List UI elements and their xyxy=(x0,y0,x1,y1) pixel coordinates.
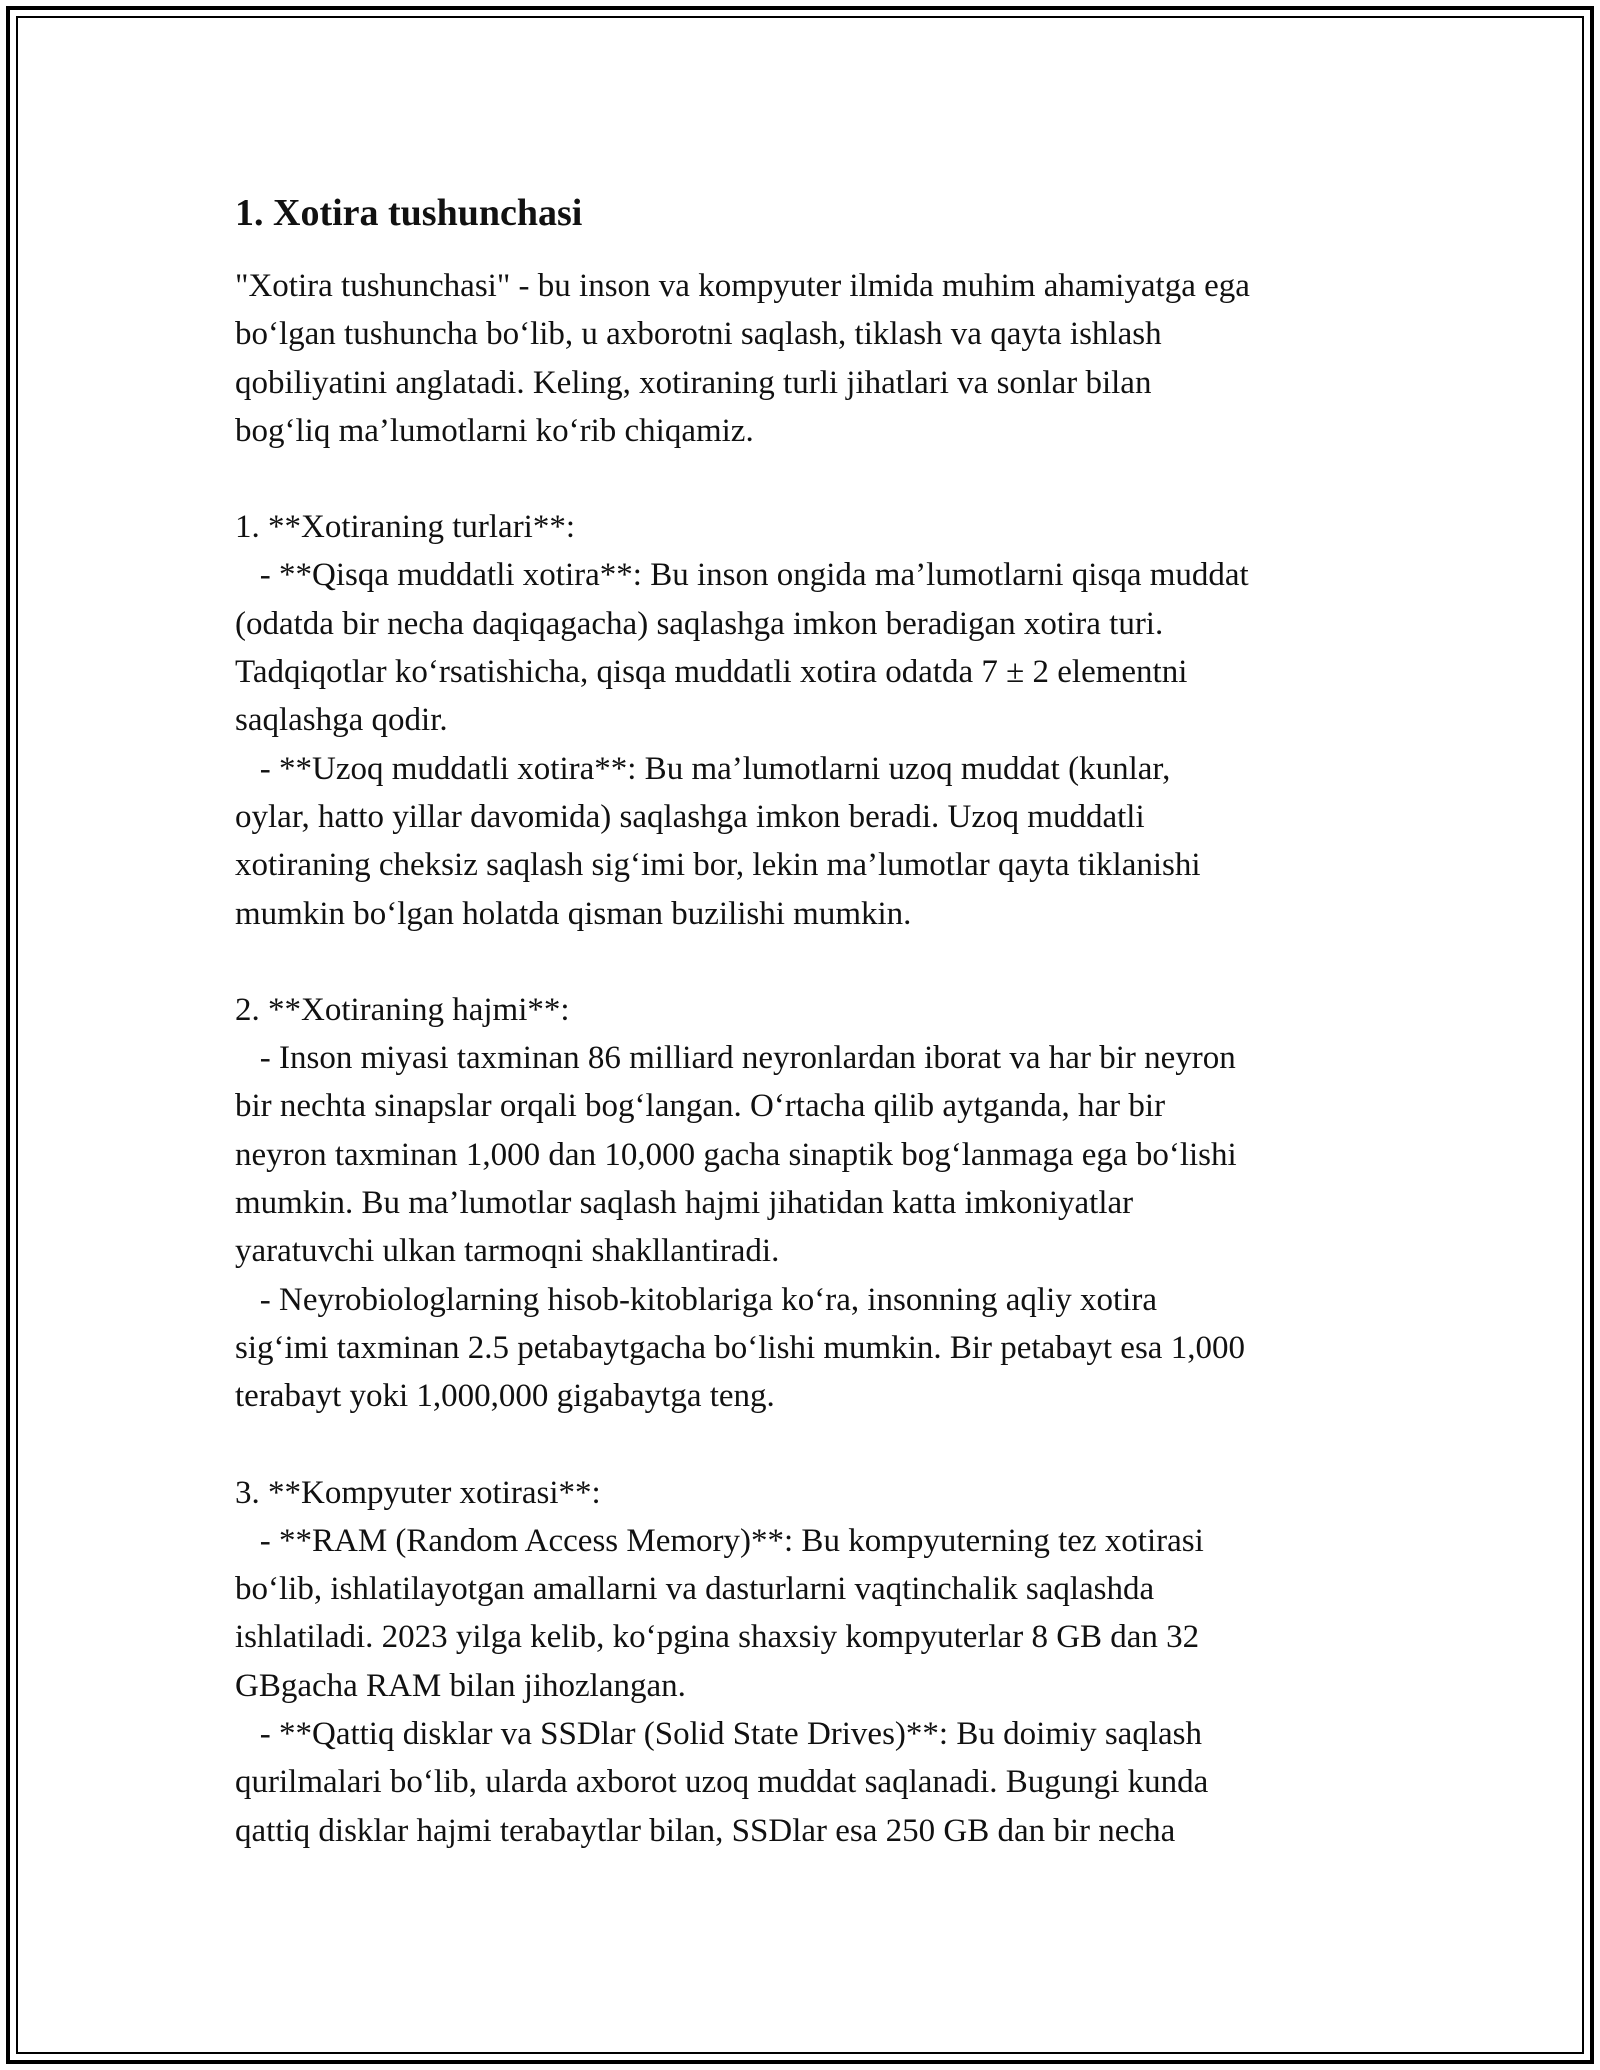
section-line: - **Qisqa muddatli xotira**: Bu inson ongida ma’lumotlarni qisqa muddat xyxy=(235,557,1249,594)
paragraph-gap xyxy=(235,455,1385,503)
section-line: sig‘imi taxminan 2.5 petabaytgacha bo‘lishi mumkin. Bir petabayt esa 1,000 xyxy=(235,1329,1245,1366)
section-line: - Inson miyasi taxminan 86 milliard neyronlardan iborat va har bir neyron xyxy=(235,1040,1236,1077)
intro-line: bog‘liq ma’lumotlarni ko‘rib chiqamiz. xyxy=(235,412,754,449)
section-line: - Neyrobiologlarning hisob-kitoblariga ko‘ra, insonning aqliy xotira xyxy=(235,1281,1157,1318)
section-line: mumkin. Bu ma’lumotlar saqlash hajmi jihatidan katta imkoniyatlar xyxy=(235,1185,1134,1222)
section-line: Tadqiqotlar ko‘rsatishicha, qisqa muddatli xotira odatda 7 ± 2 elementni xyxy=(235,654,1188,691)
section-heading: 2. **Xotiraning hajmi**: xyxy=(235,991,570,1028)
section-line: (odatda bir necha daqiqagacha) saqlashga imkon beradigan xotira turi. xyxy=(235,605,1164,642)
section-line: xotiraning cheksiz saqlash sig‘imi bor, lekin ma’lumotlar qayta tiklanishi xyxy=(235,847,1201,884)
intro-paragraph xyxy=(235,262,1385,455)
section-line: yaratuvchi ulkan tarmoqni shakllantiradi. xyxy=(235,1233,780,1270)
section-line: qurilmalari bo‘lib, ularda axborot uzoq muddat saqlanadi. Bugungi kunda xyxy=(235,1764,1209,1801)
section-computer-memory xyxy=(235,1469,1385,1855)
section-memory-capacity xyxy=(235,986,1385,1421)
section-line: - **Qattiq disklar va SSDlar (Solid State Drives)**: Bu doimiy saqlash xyxy=(235,1716,1202,1753)
section-heading: 3. **Kompyuter xotirasi**: xyxy=(235,1474,601,1511)
section-line: - **Uzoq muddatli xotira**: Bu ma’lumotlarni uzoq muddat (kunlar, xyxy=(235,750,1171,787)
section-line: ishlatiladi. 2023 yilga kelib, ko‘pgina shaxsiy kompyuterlar 8 GB dan 32 xyxy=(235,1619,1200,1656)
document-page xyxy=(235,188,1385,1855)
document-title: 1. Xotira tushunchasi xyxy=(235,192,583,234)
intro-line: "Xotira tushunchasi" - bu inson va kompyuter ilmida muhim ahamiyatga ega xyxy=(235,268,1250,304)
section-line: - **RAM (Random Access Memory)**: Bu kompyuterning tez xotirasi xyxy=(235,1522,1204,1559)
section-line: qattiq disklar hajmi terabaytlar bilan, SSDlar esa 250 GB dan bir necha xyxy=(235,1812,1176,1849)
paragraph-gap xyxy=(235,938,1385,986)
intro-line: qobiliyatini anglatadi. Keling, xotiraning turli jihatlari va sonlar bilan xyxy=(235,364,1152,401)
section-line: GBgacha RAM bilan jihozlangan. xyxy=(235,1667,686,1704)
section-line: oylar, hatto yillar davomida) saqlashga imkon beradi. Uzoq muddatli xyxy=(235,798,1145,835)
paragraph-gap xyxy=(235,1421,1385,1469)
section-line: saqlashga qodir. xyxy=(235,702,448,739)
section-line: mumkin bo‘lgan holatda qisman buzilishi mumkin. xyxy=(235,895,912,932)
section-line: terabayt yoki 1,000,000 gigabaytga teng. xyxy=(235,1378,775,1415)
section-line: bo‘lib, ishlatilayotgan amallarni va dasturlarni vaqtinchalik saqlashda xyxy=(235,1571,1155,1608)
section-heading: 1. **Xotiraning turlari**: xyxy=(235,509,576,546)
section-line: bir nechta sinapslar orqali bog‘langan. O‘rtacha qilib aytganda, har bir xyxy=(235,1088,1166,1125)
intro-line: bo‘lgan tushuncha bo‘lib, u axborotni saqlash, tiklash va qayta ishlash xyxy=(235,316,1162,353)
section-line: neyron taxminan 1,000 dan 10,000 gacha sinaptik bog‘lanmaga ega bo‘lishi xyxy=(235,1136,1237,1173)
section-memory-types xyxy=(235,503,1385,938)
